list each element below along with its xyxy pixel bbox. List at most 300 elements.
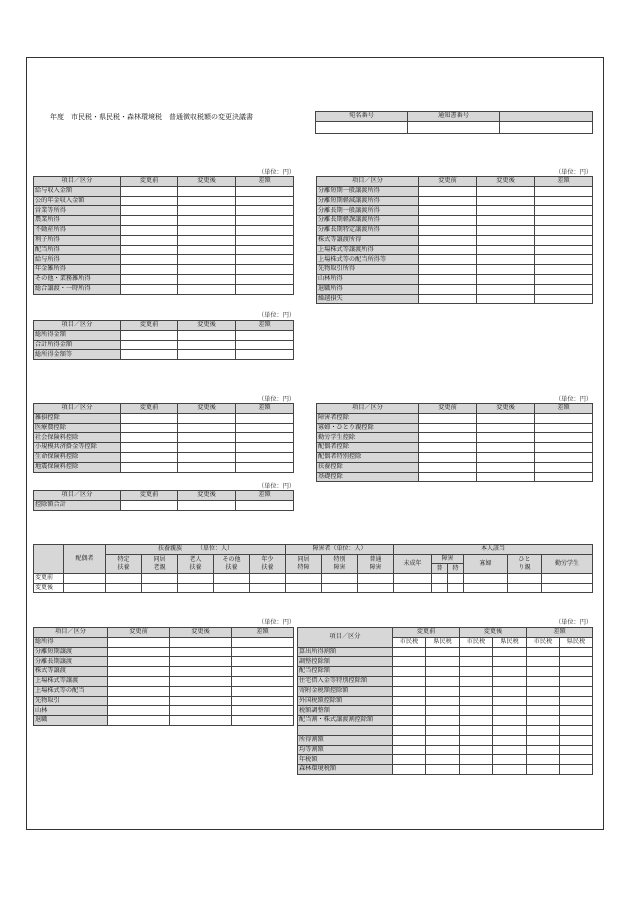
value-cell[interactable] — [460, 745, 493, 755]
value-cell[interactable] — [560, 745, 593, 755]
addr-no-value[interactable] — [316, 121, 408, 133]
after-header: 変更後 — [178, 404, 236, 414]
value-cell[interactable] — [460, 696, 493, 706]
after-header: 変更後 — [178, 321, 236, 331]
value-cell[interactable] — [393, 647, 426, 657]
value-cell[interactable] — [426, 755, 460, 765]
value-cell[interactable] — [460, 706, 493, 716]
value-cell[interactable] — [232, 696, 294, 706]
row-label: 分離長期譲渡 — [34, 657, 108, 667]
value-cell[interactable] — [493, 657, 527, 667]
row-label: 配偶者控除 — [317, 443, 419, 453]
value-cell[interactable] — [393, 735, 426, 745]
value-cell[interactable] — [419, 413, 477, 423]
value-cell[interactable] — [477, 186, 535, 196]
value-cell[interactable] — [527, 765, 560, 775]
value-cell[interactable] — [419, 245, 477, 255]
value-cell[interactable] — [560, 735, 593, 745]
value-cell[interactable] — [178, 255, 236, 265]
dis-special-header: 特別 障害 — [322, 554, 358, 573]
row-label: 所得割額 — [298, 735, 393, 745]
tax-table-left — [33, 627, 294, 726]
deduction-total-table — [33, 490, 294, 511]
value-cell[interactable] — [560, 647, 593, 657]
value-cell[interactable] — [178, 274, 236, 284]
value-cell[interactable] — [419, 274, 477, 284]
value-cell[interactable] — [236, 500, 294, 510]
value-cell[interactable] — [560, 706, 593, 716]
value-cell[interactable] — [560, 696, 593, 706]
value-cell[interactable] — [178, 196, 236, 206]
family-table — [33, 544, 593, 593]
value-cell[interactable] — [493, 667, 527, 677]
value-cell[interactable] — [236, 284, 294, 294]
value-cell[interactable] — [426, 765, 460, 775]
value-cell[interactable] — [560, 765, 593, 775]
value-cell[interactable] — [535, 235, 593, 245]
value-cell[interactable] — [426, 657, 460, 667]
value-cell[interactable] — [535, 206, 593, 216]
item-header: 項目／区分 — [34, 628, 108, 638]
value-cell[interactable] — [535, 472, 593, 482]
self-header: 本人該当 — [394, 545, 593, 555]
row-label: 先物取引所得 — [317, 265, 419, 275]
value-cell[interactable] — [419, 452, 477, 462]
value-cell[interactable] — [178, 245, 236, 255]
row-label: 分離短期軽減譲渡所得 — [317, 196, 419, 206]
value-cell[interactable] — [178, 433, 236, 443]
value-cell[interactable] — [419, 423, 477, 433]
value-cell[interactable] — [419, 186, 477, 196]
value-cell[interactable] — [535, 433, 593, 443]
notice-no-header: 通知書番号 — [408, 112, 500, 122]
value-cell[interactable] — [121, 443, 178, 453]
value-cell[interactable] — [460, 716, 493, 726]
value-cell[interactable] — [426, 725, 460, 735]
row-label: 不動産所得 — [34, 225, 121, 235]
value-cell[interactable] — [527, 735, 560, 745]
value-cell[interactable] — [236, 452, 294, 462]
value-cell[interactable] — [419, 294, 477, 304]
value-cell[interactable] — [426, 647, 460, 657]
item-header: 項目／区分 — [34, 491, 121, 501]
value-cell[interactable] — [108, 647, 170, 657]
value-cell[interactable] — [108, 696, 170, 706]
value-cell[interactable] — [236, 225, 294, 235]
value-cell[interactable] — [236, 413, 294, 423]
value-cell[interactable] — [419, 255, 477, 265]
row-label: 年金雑所得 — [34, 265, 121, 275]
diff-header: 差額 — [535, 404, 593, 414]
value-cell[interactable] — [178, 350, 236, 360]
value-cell[interactable] — [121, 206, 178, 216]
value-cell[interactable] — [419, 284, 477, 294]
value-cell[interactable] — [170, 696, 232, 706]
unit-label: （単位：円） — [258, 396, 296, 403]
value-cell[interactable] — [178, 500, 236, 510]
row-label: 障害者控除 — [317, 413, 419, 423]
pref-tax-header: 県民税 — [426, 637, 460, 647]
value-cell[interactable] — [426, 735, 460, 745]
value-cell[interactable] — [170, 676, 232, 686]
row-label: 配当割・株式譲渡割控除額 — [298, 716, 393, 726]
value-cell[interactable] — [393, 716, 426, 726]
value-cell[interactable] — [108, 657, 170, 667]
row-label: 分離短期譲渡 — [34, 647, 108, 657]
value-cell[interactable] — [178, 443, 236, 453]
value-cell[interactable] — [393, 667, 426, 677]
value-cell[interactable] — [493, 696, 527, 706]
self-dis-normal: 普 — [432, 564, 448, 573]
value-cell[interactable] — [460, 676, 493, 686]
value-cell[interactable] — [493, 706, 527, 716]
value-cell[interactable] — [108, 686, 170, 696]
value-cell[interactable] — [236, 265, 294, 275]
value-cell[interactable] — [232, 667, 294, 677]
value-cell[interactable] — [170, 706, 232, 716]
value-cell[interactable] — [121, 462, 178, 472]
value-cell[interactable] — [178, 225, 236, 235]
value-cell[interactable] — [419, 462, 477, 472]
value-cell[interactable] — [493, 686, 527, 696]
value-cell[interactable] — [477, 284, 535, 294]
value-cell[interactable] — [460, 725, 493, 735]
value-cell[interactable] — [419, 265, 477, 275]
row-label: 退職所得 — [317, 284, 419, 294]
value-cell[interactable] — [170, 647, 232, 657]
dis-normal-header: 普通 障害 — [358, 554, 394, 573]
after-header: 変更後 — [477, 177, 535, 187]
value-cell[interactable] — [477, 443, 535, 453]
value-cell[interactable] — [426, 745, 460, 755]
row-label — [298, 725, 393, 735]
value-cell[interactable] — [426, 667, 460, 677]
addr-no-header: 宛名番号 — [316, 112, 408, 122]
deduction-table-right — [316, 403, 593, 482]
value-cell[interactable] — [178, 186, 236, 196]
diff-header: 差額 — [236, 177, 294, 187]
unit-label: （単位：円） — [258, 312, 296, 319]
value-cell[interactable] — [527, 706, 560, 716]
row-label: 森林環境税額 — [298, 765, 393, 775]
value-cell[interactable] — [236, 216, 294, 226]
value-cell[interactable] — [108, 667, 170, 677]
value-cell[interactable] — [560, 686, 593, 696]
value-cell[interactable] — [108, 716, 170, 726]
value-cell[interactable] — [236, 235, 294, 245]
value-cell[interactable] — [121, 330, 178, 340]
value-cell[interactable] — [535, 265, 593, 275]
value-cell[interactable] — [477, 255, 535, 265]
value-cell[interactable] — [170, 686, 232, 696]
value-cell[interactable] — [393, 696, 426, 706]
value-cell[interactable] — [178, 284, 236, 294]
family-row-label: 変更後 — [34, 583, 64, 593]
value-cell[interactable] — [393, 706, 426, 716]
value-cell[interactable] — [393, 745, 426, 755]
value-cell[interactable] — [560, 755, 593, 765]
value-cell[interactable] — [236, 350, 294, 360]
value-cell[interactable] — [560, 676, 593, 686]
value-cell[interactable] — [527, 755, 560, 765]
row-label: 先物取引 — [34, 696, 108, 706]
value-cell[interactable] — [419, 216, 477, 226]
value-cell[interactable] — [178, 340, 236, 350]
value-cell[interactable] — [232, 647, 294, 657]
value-cell[interactable] — [178, 423, 236, 433]
row-label: 上場株式等譲渡 — [34, 676, 108, 686]
value-cell[interactable] — [535, 274, 593, 284]
value-cell[interactable] — [108, 676, 170, 686]
value-cell[interactable] — [236, 274, 294, 284]
value-cell[interactable] — [393, 686, 426, 696]
value-cell[interactable] — [560, 725, 593, 735]
value-cell[interactable] — [393, 657, 426, 667]
value-cell[interactable] — [535, 196, 593, 206]
row-label: 上場株式等の配当所得等 — [317, 255, 419, 265]
value-cell[interactable] — [121, 274, 178, 284]
value-cell[interactable] — [121, 186, 178, 196]
value-cell[interactable] — [108, 637, 170, 647]
total-income-table — [33, 320, 294, 360]
value-cell[interactable] — [236, 186, 294, 196]
value-cell[interactable] — [178, 462, 236, 472]
value-cell[interactable] — [121, 452, 178, 462]
value-cell[interactable] — [535, 284, 593, 294]
value-cell[interactable] — [535, 294, 593, 304]
value-cell[interactable] — [493, 716, 527, 726]
value-cell[interactable] — [477, 413, 535, 423]
single-parent-header: ひと り親 — [508, 554, 542, 573]
before-header: 変更前 — [121, 491, 178, 501]
value-cell[interactable] — [493, 755, 527, 765]
value-cell[interactable] — [493, 735, 527, 745]
value-cell[interactable] — [477, 206, 535, 216]
value-cell[interactable] — [460, 667, 493, 677]
diff-header: 差額 — [236, 491, 294, 501]
item-header: 項目／区分 — [317, 177, 419, 187]
row-label: 山林 — [34, 706, 108, 716]
value-cell[interactable] — [232, 706, 294, 716]
value-cell[interactable] — [460, 755, 493, 765]
value-cell[interactable] — [493, 676, 527, 686]
value-cell[interactable] — [121, 245, 178, 255]
row-label: 公的年金収入金額 — [34, 196, 121, 206]
value-cell[interactable] — [535, 462, 593, 472]
row-label: 控除額合計 — [34, 500, 121, 510]
value-cell[interactable] — [121, 340, 178, 350]
value-cell[interactable] — [419, 206, 477, 216]
value-cell[interactable] — [560, 667, 593, 677]
value-cell[interactable] — [493, 765, 527, 775]
value-cell[interactable] — [236, 245, 294, 255]
value-cell[interactable] — [178, 330, 236, 340]
row-label: 退職 — [34, 716, 108, 726]
blank-header — [500, 112, 593, 122]
value-cell[interactable] — [477, 423, 535, 433]
value-cell[interactable] — [236, 255, 294, 265]
value-cell[interactable] — [535, 245, 593, 255]
value-cell[interactable] — [460, 765, 493, 775]
value-cell[interactable] — [426, 696, 460, 706]
value-cell[interactable] — [121, 216, 178, 226]
value-cell[interactable] — [419, 235, 477, 245]
value-cell[interactable] — [493, 745, 527, 755]
value-cell[interactable] — [527, 676, 560, 686]
value-cell[interactable] — [527, 716, 560, 726]
row-label: 総所得金額 — [34, 330, 121, 340]
value-cell[interactable] — [121, 350, 178, 360]
value-cell[interactable] — [527, 657, 560, 667]
value-cell[interactable] — [477, 472, 535, 482]
value-cell[interactable] — [426, 686, 460, 696]
value-cell[interactable] — [236, 443, 294, 453]
item-header: 項目／区分 — [34, 177, 121, 187]
value-cell[interactable] — [121, 284, 178, 294]
row-label: 総所得 — [34, 637, 108, 647]
value-cell[interactable] — [178, 206, 236, 216]
value-cell[interactable] — [535, 255, 593, 265]
value-cell[interactable] — [108, 706, 170, 716]
unit-label: （単位：円） — [555, 396, 593, 403]
value-cell[interactable] — [236, 462, 294, 472]
row-label: 農業所得 — [34, 216, 121, 226]
value-cell[interactable] — [393, 676, 426, 686]
row-label: 配当所得 — [34, 245, 121, 255]
row-label: 勤労学生控除 — [317, 433, 419, 443]
blank-value[interactable] — [500, 121, 593, 133]
value-cell[interactable] — [178, 265, 236, 275]
value-cell[interactable] — [477, 265, 535, 275]
row-label: 外国税額控除額 — [298, 696, 393, 706]
value-cell[interactable] — [170, 716, 232, 726]
value-cell[interactable] — [170, 667, 232, 677]
row-label: 年税額 — [298, 755, 393, 765]
value-cell[interactable] — [527, 647, 560, 657]
value-cell[interactable] — [460, 686, 493, 696]
deduction-table-left — [33, 403, 294, 473]
value-cell[interactable] — [236, 423, 294, 433]
value-cell[interactable] — [121, 255, 178, 265]
value-cell[interactable] — [232, 637, 294, 647]
value-cell[interactable] — [477, 294, 535, 304]
value-cell[interactable] — [121, 413, 178, 423]
value-cell[interactable] — [477, 433, 535, 443]
value-cell[interactable] — [178, 235, 236, 245]
value-cell[interactable] — [121, 196, 178, 206]
after-header: 変更後 — [460, 628, 527, 638]
value-cell[interactable] — [460, 657, 493, 667]
value-cell[interactable] — [477, 462, 535, 472]
value-cell[interactable] — [121, 423, 178, 433]
value-cell[interactable] — [236, 330, 294, 340]
value-cell[interactable] — [535, 443, 593, 453]
value-cell[interactable] — [121, 265, 178, 275]
row-label: 合計所得金額 — [34, 340, 121, 350]
value-cell[interactable] — [121, 433, 178, 443]
value-cell[interactable] — [460, 647, 493, 657]
tax-table-right — [297, 627, 593, 775]
value-cell[interactable] — [232, 676, 294, 686]
value-cell[interactable] — [178, 413, 236, 423]
value-cell[interactable] — [460, 735, 493, 745]
value-cell[interactable] — [121, 235, 178, 245]
row-label: 利子所得 — [34, 235, 121, 245]
value-cell[interactable] — [236, 433, 294, 443]
row-label: 繰越損失 — [317, 294, 419, 304]
row-label: 株式等譲渡所得 — [317, 235, 419, 245]
value-cell[interactable] — [170, 637, 232, 647]
value-cell[interactable] — [393, 765, 426, 775]
value-cell[interactable] — [535, 423, 593, 433]
value-cell[interactable] — [419, 433, 477, 443]
row-label: 営業等所得 — [34, 206, 121, 216]
value-cell[interactable] — [419, 472, 477, 482]
row-label: 雑損控除 — [34, 413, 121, 423]
value-cell[interactable] — [527, 745, 560, 755]
value-cell[interactable] — [527, 686, 560, 696]
value-cell[interactable] — [477, 225, 535, 235]
value-cell[interactable] — [393, 755, 426, 765]
value-cell[interactable] — [560, 716, 593, 726]
value-cell[interactable] — [535, 452, 593, 462]
value-cell[interactable] — [236, 340, 294, 350]
value-cell[interactable] — [121, 500, 178, 510]
notice-no-value[interactable] — [408, 121, 500, 133]
unit-label: （単位：円） — [555, 619, 593, 626]
value-cell[interactable] — [477, 216, 535, 226]
value-cell[interactable] — [232, 657, 294, 667]
row-label: 分離長期軽課譲渡所得 — [317, 216, 419, 226]
row-label: 株式等譲渡 — [34, 667, 108, 677]
value-cell[interactable] — [232, 716, 294, 726]
value-cell[interactable] — [236, 206, 294, 216]
value-cell[interactable] — [232, 686, 294, 696]
value-cell[interactable] — [419, 443, 477, 453]
id-number-table — [315, 111, 593, 134]
value-cell[interactable] — [477, 235, 535, 245]
value-cell[interactable] — [527, 667, 560, 677]
value-cell[interactable] — [535, 413, 593, 423]
row-label: 均等割額 — [298, 745, 393, 755]
value-cell[interactable] — [477, 274, 535, 284]
value-cell[interactable] — [493, 725, 527, 735]
value-cell[interactable] — [426, 706, 460, 716]
value-cell[interactable] — [535, 186, 593, 196]
value-cell[interactable] — [560, 657, 593, 667]
value-cell[interactable] — [393, 725, 426, 735]
value-cell[interactable] — [178, 452, 236, 462]
spouse-header: 配偶者 — [64, 545, 106, 574]
value-cell[interactable] — [477, 452, 535, 462]
value-cell[interactable] — [121, 225, 178, 235]
value-cell[interactable] — [477, 196, 535, 206]
value-cell[interactable] — [527, 696, 560, 706]
value-cell[interactable] — [419, 225, 477, 235]
value-cell[interactable] — [178, 216, 236, 226]
value-cell[interactable] — [477, 245, 535, 255]
dep-other-header: その他 扶養 — [214, 554, 250, 573]
value-cell[interactable] — [535, 225, 593, 235]
value-cell[interactable] — [419, 196, 477, 206]
value-cell[interactable] — [236, 196, 294, 206]
value-cell[interactable] — [426, 716, 460, 726]
value-cell[interactable] — [493, 647, 527, 657]
value-cell[interactable] — [535, 216, 593, 226]
value-cell[interactable] — [527, 725, 560, 735]
value-cell[interactable] — [426, 676, 460, 686]
value-cell[interactable] — [170, 657, 232, 667]
